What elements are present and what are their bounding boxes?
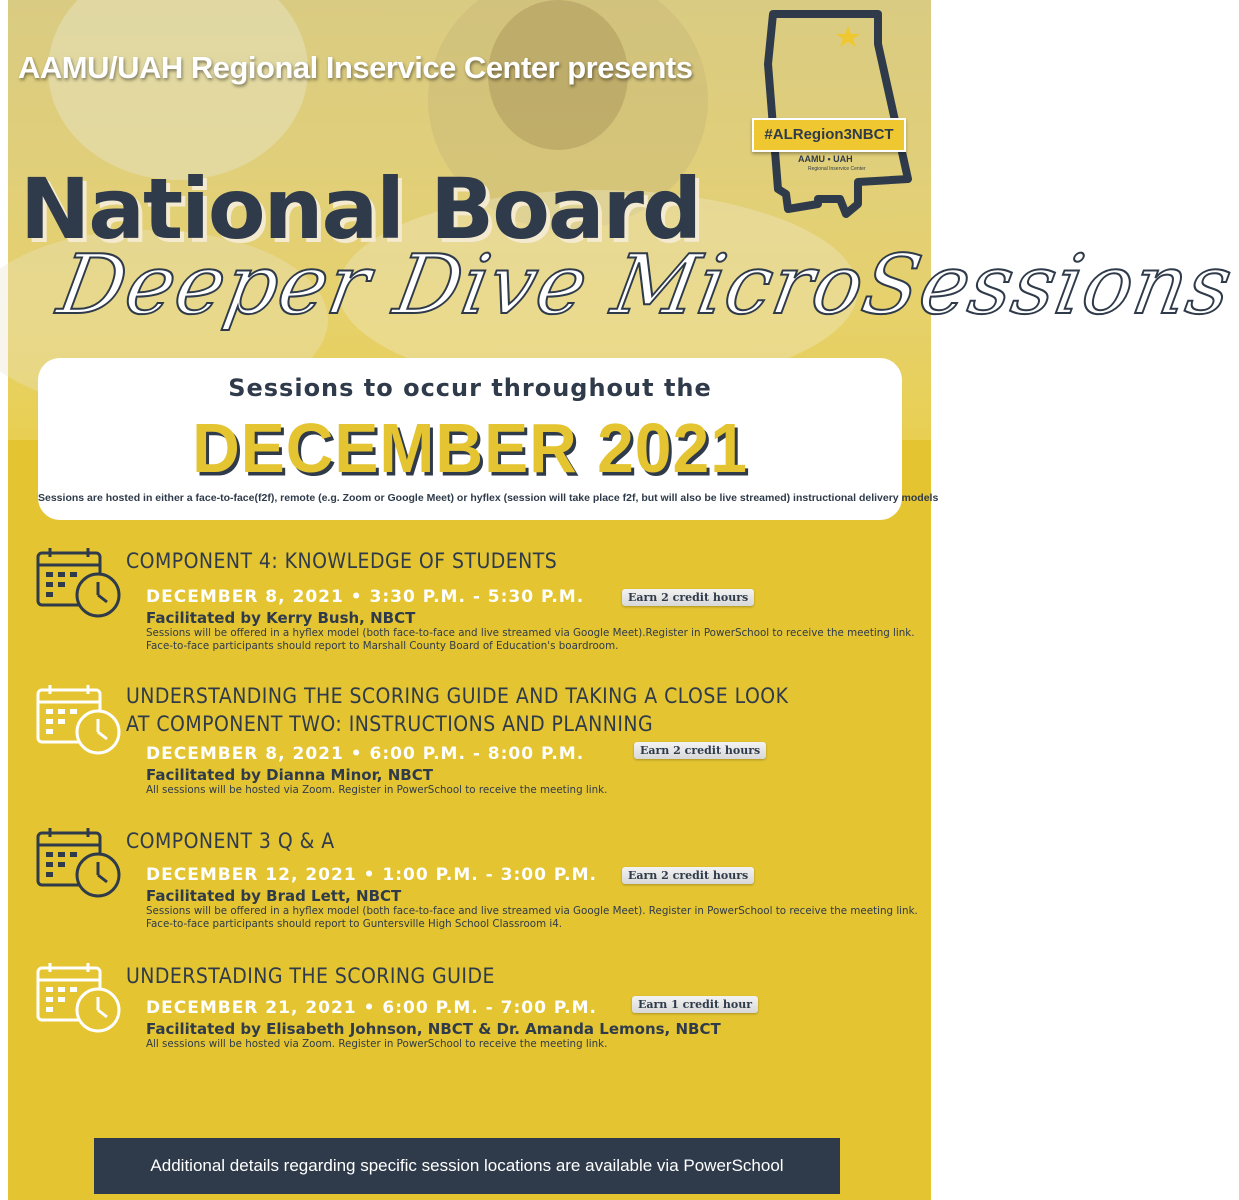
org-logo-subtext: Regional Inservice Center <box>808 166 866 172</box>
session-description: Sessions will be offered in a hyflex model (both face-to-face and live streamed via Google Meet). Register in PowerSchool to receive the meeting link. Face-to-face participants should report to Guntersville High School Classroom i4. <box>146 905 918 930</box>
session-facilitator: Facilitated by Elisabeth Johnson, NBCT & Dr. Amanda Lemons, NBCT <box>146 1020 721 1038</box>
session-facilitator: Facilitated by Kerry Bush, NBCT <box>146 609 416 627</box>
main-title: National Board <box>20 160 701 258</box>
date-banner <box>38 358 939 520</box>
hero-photo-shape <box>48 0 308 180</box>
session-date: DECEMBER 21, 2021 • 6:00 P.M. - 7:00 P.M. <box>146 998 598 1018</box>
credit-badge: Earn 2 credit hours <box>622 867 754 884</box>
banner-month: DECEMBER 2021 <box>192 409 748 487</box>
calendar-clock-icon <box>34 962 128 1034</box>
session-date: DECEMBER 12, 2021 • 1:00 P.M. - 3:00 P.M. <box>146 865 598 885</box>
credit-badge: Earn 2 credit hours <box>634 742 766 759</box>
session-date: DECEMBER 8, 2021 • 6:00 P.M. - 8:00 P.M. <box>146 744 585 764</box>
alabama-map-icon <box>758 4 928 214</box>
session-title: COMPONENT 3 Q & A <box>126 829 335 853</box>
session-facilitator: Facilitated by Dianna Minor, NBCT <box>146 766 433 784</box>
hashtag-ribbon: #ALRegion3NBCT <box>752 118 906 152</box>
session-facilitator: Facilitated by Brad Lett, NBCT <box>146 887 402 905</box>
session-date: DECEMBER 8, 2021 • 3:30 P.M. - 5:30 P.M. <box>146 587 585 607</box>
credit-badge: Earn 2 credit hours <box>622 589 754 606</box>
session-title-line2: AT COMPONENT TWO: INSTRUCTIONS AND PLANNING <box>126 712 654 736</box>
session-title: UNDERSTADING THE SCORING GUIDE <box>126 964 495 988</box>
calendar-clock-icon <box>34 547 128 619</box>
session-description: Sessions will be offered in a hyflex model (both face-to-face and live streamed via Google Meet).Register in PowerSchool to receive the meeting link. Face-to-face participants should report to Marshall County Board of Education's boardroom. <box>146 627 915 652</box>
org-logo-text: AAMU • UAH <box>798 154 853 164</box>
presenter-heading: AAMU/UAH Regional Inservice Center presents <box>18 50 693 85</box>
credit-badge: Earn 1 credit hour <box>632 996 758 1013</box>
calendar-clock-icon <box>34 684 128 756</box>
calendar-clock-icon <box>34 827 128 899</box>
banner-intro: Sessions to occur throughout the <box>228 374 712 402</box>
session-title: UNDERSTANDING THE SCORING GUIDE AND TAKING A CLOSE LOOK <box>126 684 789 708</box>
session-description: All sessions will be hosted via Zoom. Register in PowerSchool to receive the meeting link. <box>146 784 608 796</box>
flyer-page <box>8 0 1239 1200</box>
session-title: COMPONENT 4: KNOWLEDGE OF STUDENTS <box>126 549 558 573</box>
session-description: All sessions will be hosted via Zoom. Register in PowerSchool to receive the meeting link. <box>146 1038 608 1050</box>
script-subtitle: Deeper Dive MicroSessions <box>51 238 1239 333</box>
delivery-models-note: Sessions are hosted in either a face-to-face(f2f), remote (e.g. Zoom or Google Meet) or hyflex (session will take place f2f, but will also be live streamed) instructional delivery models <box>38 492 939 504</box>
footer-banner: Additional details regarding specific session locations are available via PowerSchool <box>94 1138 840 1194</box>
